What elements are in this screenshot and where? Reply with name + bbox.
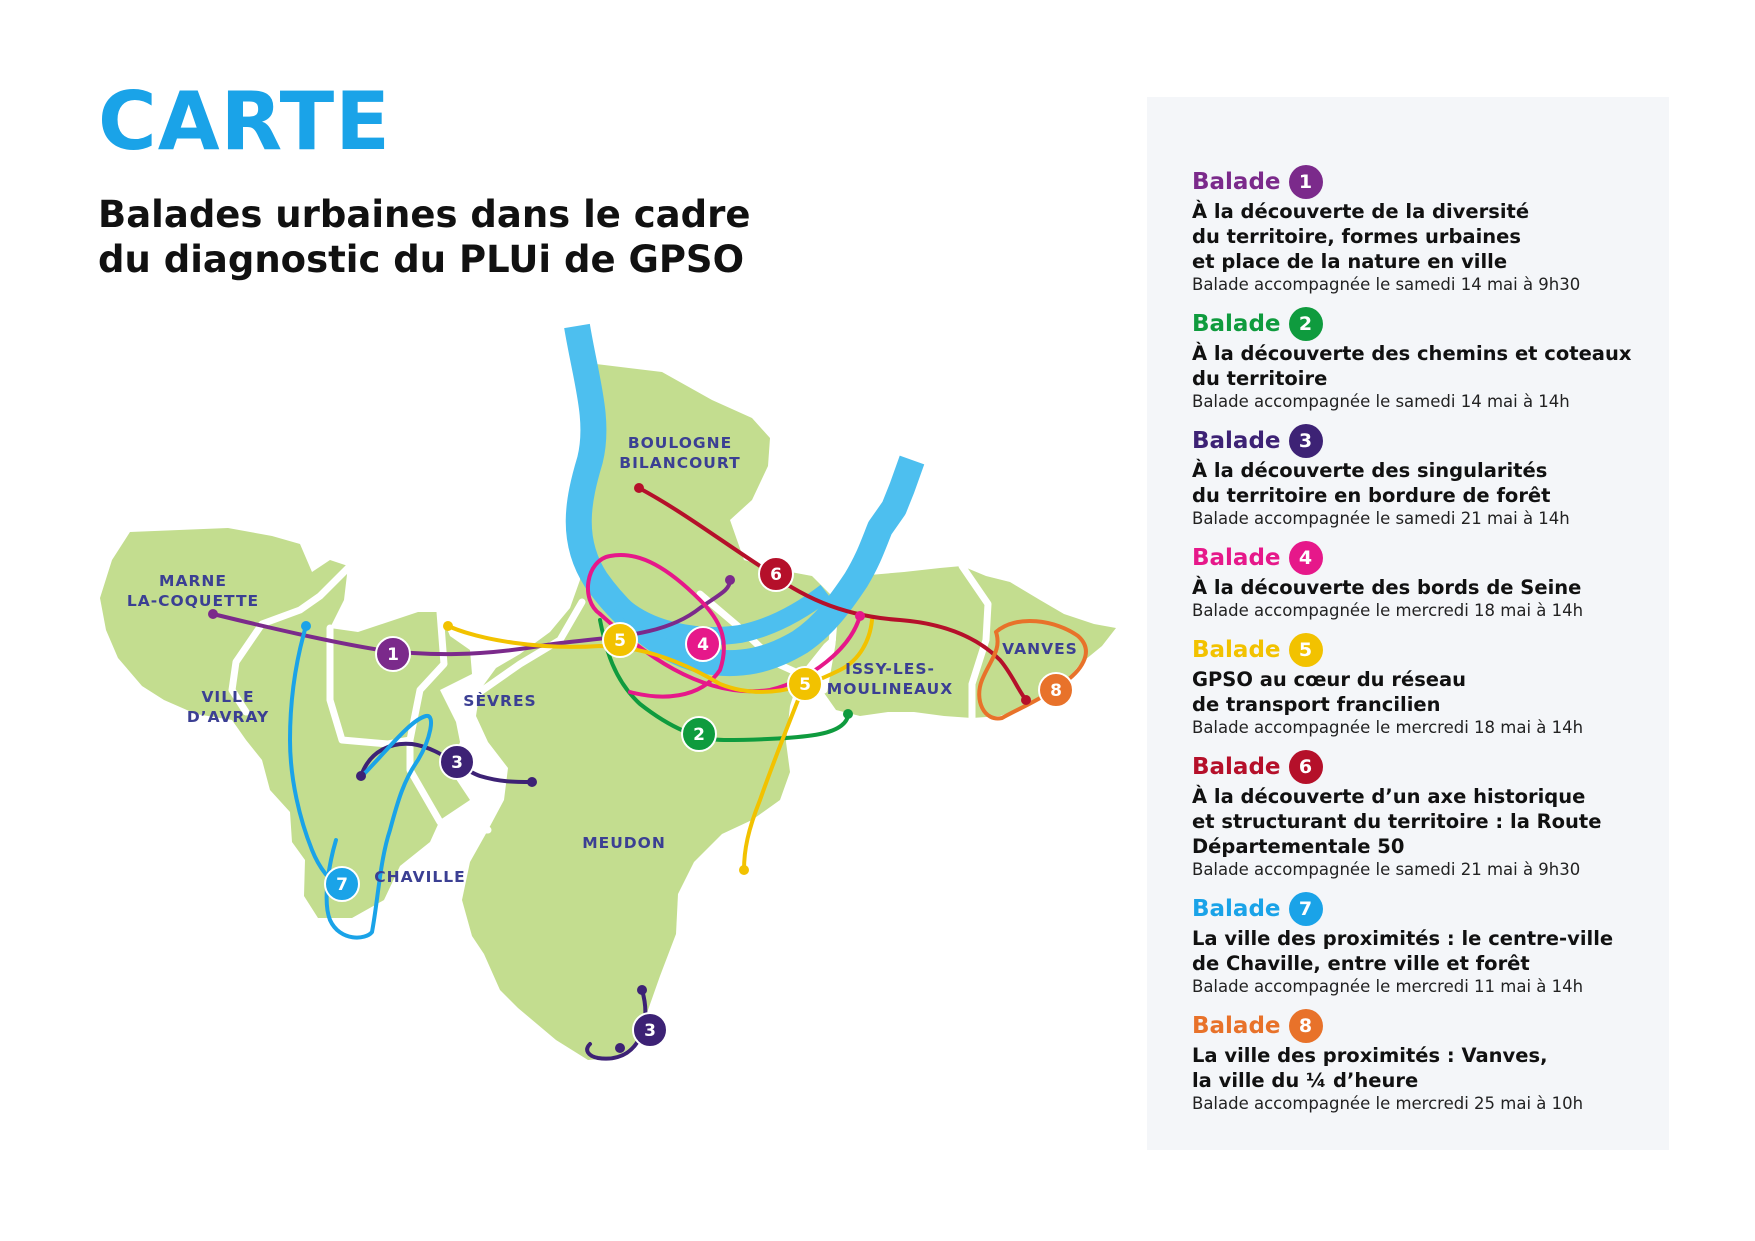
legend-item-date: Balade accompagnée le mercredi 18 mai à 14h <box>1192 601 1584 620</box>
route-marker-number: 5 <box>614 631 626 651</box>
route-marker-number: 3 <box>451 753 463 773</box>
legend-item-header <box>1192 307 1669 341</box>
legend-item-1 <box>1192 165 1669 296</box>
route-marker-6 <box>759 557 793 591</box>
commune-label-marne: MARNE LA-COQUETTE <box>126 572 260 610</box>
legend-item-4 <box>1192 541 1669 622</box>
legend-item-description: À la découverte de la diversité du territoire, formes urbaines et place de la nature en ville <box>1192 200 1530 273</box>
commune-label-sevres: SÈVRES <box>463 692 537 710</box>
route-marker-number: 5 <box>799 675 811 695</box>
route-marker-number: 7 <box>336 875 348 895</box>
legend-item-label: Balade <box>1192 896 1281 922</box>
legend-item-label: Balade <box>1192 1013 1281 1039</box>
legend-number-badge: 5 <box>1289 633 1323 667</box>
route-marker-3 <box>440 745 474 779</box>
legend-item-label: Balade <box>1192 637 1281 663</box>
legend-number-badge: 3 <box>1289 424 1323 458</box>
commune-label-vanves: VANVES <box>1002 640 1078 658</box>
route-marker-number: 8 <box>1050 681 1062 701</box>
legend-item-date: Balade accompagnée le mercredi 11 mai à 14h <box>1192 977 1584 996</box>
route-marker-number: 4 <box>697 635 709 655</box>
route-marker-8 <box>1039 673 1073 707</box>
legend-item-header <box>1192 424 1669 458</box>
legend-item-description: GPSO au cœur du réseau de transport francilien <box>1192 668 1467 716</box>
legend-number-badge: 1 <box>1289 165 1323 199</box>
legend-item-date: Balade accompagnée le samedi 14 mai à 14h <box>1192 392 1570 411</box>
legend-item-description: À la découverte des singularités du territoire en bordure de forêt <box>1192 459 1551 507</box>
route-marker-4 <box>686 627 720 661</box>
legend-item-7 <box>1192 892 1669 998</box>
legend-item-label: Balade <box>1192 754 1281 780</box>
legend-item-header <box>1192 633 1669 667</box>
legend-item-date: Balade accompagnée le mercredi 18 mai à 14h <box>1192 718 1584 737</box>
legend-item-date: Balade accompagnée le samedi 14 mai à 9h30 <box>1192 275 1581 294</box>
legend-item-header <box>1192 165 1669 199</box>
legend-item-header <box>1192 541 1669 575</box>
route-marker-number: 6 <box>770 565 782 585</box>
route-marker-number: 1 <box>387 645 399 665</box>
route-marker-1 <box>376 637 410 671</box>
route-marker-5 <box>788 667 822 701</box>
legend-item-5 <box>1192 633 1669 739</box>
commune-label-meudon: MEUDON <box>582 834 666 852</box>
legend-item-label: Balade <box>1192 545 1281 571</box>
legend-item-label: Balade <box>1192 169 1281 195</box>
legend-item-date: Balade accompagnée le samedi 21 mai à 14h <box>1192 509 1570 528</box>
legend-item-header <box>1192 750 1669 784</box>
commune-label-boulogne: BOULOGNE BILANCOURT <box>619 434 741 472</box>
legend-number-badge: 2 <box>1289 307 1323 341</box>
route-marker-number: 2 <box>693 725 705 745</box>
legend-number-badge: 4 <box>1289 541 1323 575</box>
legend-item-description: La ville des proximités : Vanves, la ville du ¼ d’heure <box>1192 1044 1548 1092</box>
page-subtitle: Balades urbaines dans le cadre du diagnostic du PLUi de GPSO <box>98 193 751 282</box>
route-marker-number: 3 <box>644 1021 656 1041</box>
legend-panel <box>1147 97 1669 1150</box>
legend-item-header <box>1192 1009 1669 1043</box>
legend-number-badge: 6 <box>1289 750 1323 784</box>
route-marker-2 <box>682 717 716 751</box>
legend-item-date: Balade accompagnée le mercredi 25 mai à 10h <box>1192 1094 1584 1113</box>
legend-item-8 <box>1192 1009 1669 1115</box>
legend-item-date: Balade accompagnée le samedi 21 mai à 9h30 <box>1192 860 1581 879</box>
legend-number-badge: 7 <box>1289 892 1323 926</box>
legend-item-header <box>1192 892 1669 926</box>
route-marker-3 <box>633 1013 667 1047</box>
legend-item-description: La ville des proximités : le centre-ville de Chaville, entre ville et forêt <box>1192 927 1614 975</box>
legend-item-3 <box>1192 424 1669 530</box>
legend-item-2 <box>1192 307 1669 413</box>
legend-item-description: À la découverte d’un axe historique et structurant du territoire : la Route Départementale 50 <box>1192 785 1602 858</box>
commune-label-issy: ISSY-LES-MOULINEAUX <box>826 660 954 698</box>
route-marker-5 <box>603 623 637 657</box>
legend-item-label: Balade <box>1192 428 1281 454</box>
commune-label-ville-avray: VILLE D’AVRAY <box>186 688 270 726</box>
legend-item-description: À la découverte des chemins et coteaux du territoire <box>1192 342 1632 390</box>
legend-item-description: À la découverte des bords de Seine <box>1192 576 1582 599</box>
legend-number-badge: 8 <box>1289 1009 1323 1043</box>
page-title: CARTE <box>98 75 391 168</box>
legend-item-6 <box>1192 750 1669 881</box>
commune-label-chaville: CHAVILLE <box>374 868 466 886</box>
route-marker-7 <box>325 867 359 901</box>
legend-item-label: Balade <box>1192 311 1281 337</box>
